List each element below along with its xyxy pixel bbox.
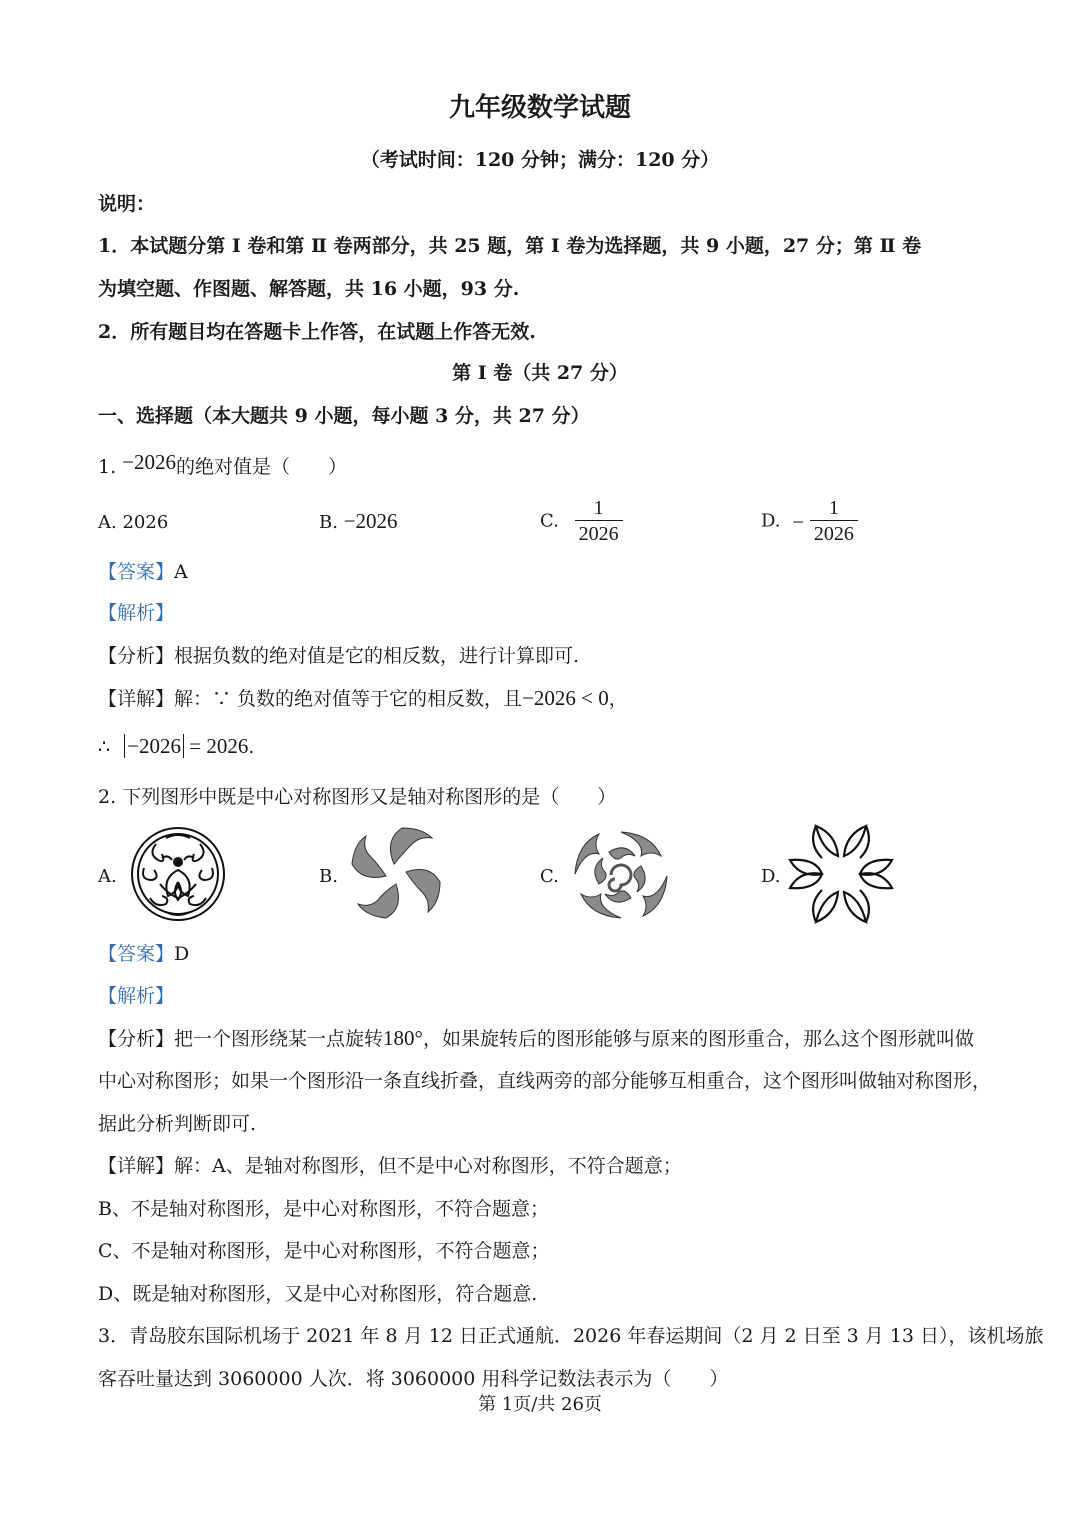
q1-option-c-numerator: 1 [575, 496, 623, 521]
part-title: 一、选择题（本大题共 9 小题，每小题 3 分，共 27 分） [98, 405, 590, 427]
page-number: 第 1页/共 26页 [478, 1394, 602, 1415]
question-2-number: 2. [98, 786, 117, 808]
volume-title: 第 Ⅰ 卷（共 27 分） [452, 362, 628, 384]
q1-option-c-denominator: 2026 [578, 523, 619, 545]
q2-label-a: A. [98, 866, 117, 887]
q1-result-expression [124, 734, 248, 758]
q1-option-c-fraction [575, 496, 623, 547]
question-1 [98, 450, 348, 479]
q2-fenxi-angle: 180° [383, 1026, 423, 1050]
q1-answer-value: A [174, 561, 188, 583]
q1-option-b [319, 509, 398, 535]
exam-subtitle: （考试时间：120 分钟；满分：120 分） [360, 149, 720, 171]
q1-option-a [98, 511, 168, 535]
q1-option-c [540, 496, 623, 547]
q1-xiangjie-math: −2026 < 0 [522, 686, 609, 710]
q1-result-rest: = 2026 [183, 734, 249, 758]
q2-fenxi-tag: 【分析】 [98, 1028, 175, 1050]
q1-xiangjie-end: ， [608, 688, 628, 710]
instruction-2: 2．所有题目均在答题卡上作答，在试题上作答无效. [98, 321, 536, 343]
question-1-stem: 的绝对值是（ ） [176, 456, 348, 478]
q1-fenxi-tag: 【分析】 [98, 645, 175, 667]
q2-xiangjie-tag: 【详解】 [98, 1155, 175, 1177]
q1-fenxi-text: 根据负数的绝对值是它的相反数，进行计算即可. [174, 645, 580, 667]
q1-xiangjie-tag: 【详解】 [98, 688, 175, 710]
q2-label-c: C. [540, 866, 559, 887]
q2-answer [98, 942, 189, 966]
q2-answer-tag: 【答案】 [98, 943, 175, 965]
q1-option-d-label: D. [761, 510, 781, 532]
q2-analysis-tag: 【解析】 [98, 985, 175, 1007]
therefore-symbol: ∴ [98, 736, 111, 758]
figure-c-dolphin-spiral [565, 822, 677, 928]
q1-option-c-label: C. [540, 510, 559, 532]
q2-xiangjie-b: B、不是轴对称图形，是中心对称图形，不符合题意； [98, 1198, 549, 1220]
instruction-1-line-2: 为填空题、作图题、解答题，共 16 小题，93 分. [98, 278, 520, 300]
figure-b-swirl-petals [344, 824, 448, 924]
q1-option-a-value: 2026 [122, 512, 169, 533]
q1-fenxi [98, 644, 579, 668]
q1-analysis-tag: 【解析】 [98, 602, 175, 624]
q2-label-d: D. [761, 866, 781, 887]
q2-fenxi-text-a: 把一个图形绕某一点旋转 [174, 1028, 384, 1050]
q2-xiangjie-c: C、不是轴对称图形，是中心对称图形，不符合题意； [98, 1240, 550, 1262]
q1-xiangjie [98, 686, 628, 711]
figure-d-four-leaves [786, 822, 896, 926]
q1-option-d-sign: − [792, 509, 805, 534]
figure-a-lotus-ornament [126, 824, 230, 924]
q1-answer-tag: 【答案】 [98, 561, 175, 583]
question-3-line-1: 3．青岛胶东国际机场于 2021 年 8 月 12 日正式通航．2026 年春运期间（2 月 2 日至 3 月 13 日），该机场旅 [98, 1325, 1044, 1347]
q1-absolute-value: −2026 [124, 734, 184, 758]
q2-fenxi-line-3: 据此分析判断即可. [98, 1113, 257, 1135]
q2-fenxi-text-b: ，如果旋转后的图形能够与原来的图形重合，那么这个图形就叫做 [422, 1028, 974, 1050]
q2-label-b: B. [319, 866, 338, 887]
question-1-number: 1. [98, 456, 117, 478]
q2-fenxi-line-1 [98, 1026, 974, 1051]
question-3-line-2: 客吞吐量达到 3060000 人次．将 3060000 用科学记数法表示为（ ） [98, 1368, 729, 1390]
q1-option-d [761, 496, 858, 547]
q1-option-b-label: B. [319, 512, 338, 533]
q2-xiangjie-a [98, 1154, 682, 1178]
instructions-label: 说明： [98, 193, 156, 215]
q1-option-d-denominator: 2026 [813, 523, 854, 545]
q2-xiangjie-a-text: 解：A、是轴对称图形，但不是中心对称图形，不符合题意； [174, 1155, 682, 1177]
q1-xiangjie-text: 解：∵ 负数的绝对值等于它的相反数，且 [174, 688, 523, 710]
q1-result [98, 734, 254, 759]
instruction-1-line-1: 1．本试题分第 Ⅰ 卷和第 Ⅱ 卷两部分，共 25 题，第 Ⅰ 卷为选择题，共 9 小题，27 分；第 Ⅱ 卷 [98, 235, 922, 257]
q1-result-end: . [248, 736, 255, 758]
q2-answer-value: D [174, 943, 190, 965]
q2-fenxi-line-2: 中心对称图形；如果一个图形沿一条直线折叠，直线两旁的部分能够互相重合，这个图形叫做轴对称图形， [98, 1070, 992, 1092]
question-2 [98, 785, 616, 809]
question-2-stem: 下列图形中既是中心对称图形又是轴对称图形的是（ ） [122, 786, 617, 808]
question-1-expression: −2026 [122, 450, 177, 474]
q2-xiangjie-d: D、既是轴对称图形，又是中心对称图形，符合题意. [98, 1283, 538, 1305]
q1-option-d-numerator: 1 [810, 496, 858, 521]
q1-option-d-fraction [810, 496, 858, 547]
q1-option-a-label: A. [98, 512, 117, 533]
q1-option-b-value: −2026 [343, 509, 398, 533]
exam-title: 九年级数学试题 [448, 93, 631, 123]
q1-answer [98, 560, 188, 584]
